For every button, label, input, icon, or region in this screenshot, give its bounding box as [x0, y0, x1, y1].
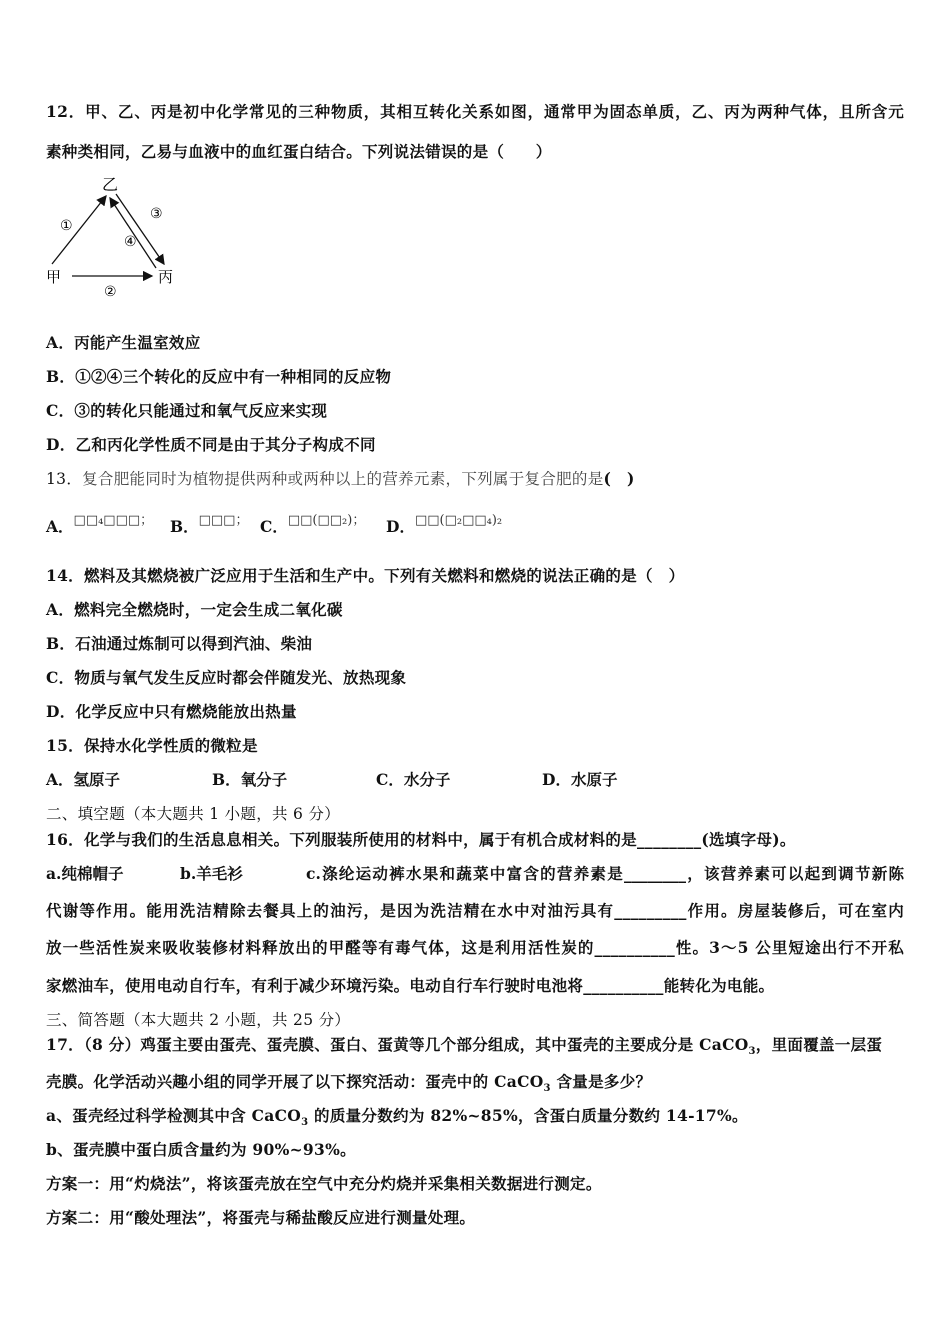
q12-option-d: D．乙和丙化学性质不同是由于其分子构成不同 [46, 435, 376, 454]
q17-line1-pre: 17．（8 分）鸡蛋主要由蛋壳、蛋壳膜、蛋白、蛋黄等几个部分组成，其中蛋壳的主要成分是 CaCO [46, 1035, 749, 1054]
label-1: ① [60, 218, 73, 234]
node-jia: 甲 [46, 268, 62, 286]
q17-line1 [46, 1033, 904, 1057]
q14-option-b: B．石油通过炼制可以得到汽油、柴油 [46, 634, 313, 653]
q17-line2-sub: 3 [543, 1083, 551, 1095]
q16-choice-c-line: c.涤纶运动裤水果和蔬菜中富含的营养素是________，该营养素可以起到调节新陈 [306, 864, 904, 883]
q12-stem-line1: 12．甲、乙、丙是初中化学常见的三种物质，其相互转化关系如图，通常甲为固态单质，乙、丙为两种气体，且所含元 [46, 102, 904, 121]
q15-option-c: C．水分子 [376, 770, 451, 789]
section-2-heading: 二、填空题（本大题共 1 小题，共 6 分） [46, 805, 341, 823]
q12-option-b: B．①②④三个转化的反应中有一种相同的反应物 [46, 367, 392, 386]
q13-option-c [260, 515, 365, 537]
option-formula: □□(□□₂)； [287, 513, 366, 528]
q12-stem-line2: 素种类相同，乙易与血液中的血红蛋白结合。下列说法错误的是（ ） [46, 142, 552, 161]
q14-stem: 14．燃料及其燃烧被广泛应用于生活和生产中。下列有关燃料和燃烧的说法正确的是（ ） [46, 566, 685, 585]
q17-line5: 方案一：用“灼烧法”，将该蛋壳放在空气中充分灼烧并采集相关数据进行测定。 [46, 1174, 602, 1193]
q17-line2 [46, 1070, 651, 1094]
q13-option-b [170, 515, 248, 537]
q17-line1-sub: 3 [748, 1046, 756, 1058]
q15-stem: 15．保持水化学性质的微粒是 [46, 736, 258, 755]
arrow-3 [116, 194, 164, 264]
q16-choice-b: b.羊毛衫 [180, 864, 243, 883]
option-formula: □□₄□□□； [73, 513, 154, 528]
conversion-diagram [40, 172, 200, 302]
q12-option-c: C．③的转化只能通过和氧气反应来实现 [46, 401, 328, 420]
q17-line4: b、蛋壳膜中蛋白质含量约为 90%~93%。 [46, 1140, 356, 1159]
q17-line1-post: ，里面覆盖一层蛋 [755, 1035, 883, 1054]
q15-option-b: B．氧分子 [212, 770, 288, 789]
q16-line5: 家燃油车，使用电动自行车，有利于减少环境污染。电动自行车行驶时电池将__________能转化为电能。 [46, 976, 775, 995]
q16-line1: 16．化学与我们的生活息息相关。下列服装所使用的材料中，属于有机合成材料的是________(选填字母)。 [46, 830, 796, 849]
q17-line3-post: 的质量分数约为 82%~85%，含蛋白质量分数约 14-17%。 [308, 1106, 748, 1125]
option-label: D． [386, 517, 415, 536]
q13-option-d [386, 515, 502, 537]
q12-option-a: A．丙能产生温室效应 [46, 333, 201, 352]
q15-option-a: A．氢原子 [46, 770, 121, 789]
node-bing: 丙 [158, 268, 174, 286]
q13-stem-text: 复合肥能同时为植物提供两种或两种以上的营养元素，下列属于复合肥的是 [82, 470, 604, 488]
q13-option-a [46, 515, 153, 537]
option-formula: □□(□₂□□₄)₂ [414, 513, 503, 528]
q17-line2-pre: 壳膜。化学活动兴趣小组的同学开展了以下探究活动：蛋壳中的 CaCO [46, 1072, 544, 1091]
q17-line6: 方案二：用“酸处理法”，将蛋壳与稀盐酸反应进行测量处理。 [46, 1208, 476, 1227]
option-label: B． [170, 517, 199, 536]
q13-number: 13． [46, 470, 83, 488]
option-formula: □□□； [198, 513, 249, 528]
q14-option-d: D．化学反应中只有燃烧能放出热量 [46, 702, 297, 721]
node-yi: 乙 [102, 175, 119, 194]
q17-line2-post: 含量是多少？ [550, 1072, 652, 1091]
q16-choice-a: a.纯棉帽子 [46, 864, 124, 883]
q17-line3 [46, 1104, 748, 1128]
option-label: C． [260, 517, 288, 536]
q14-option-a: A．燃料完全燃烧时，一定会生成二氧化碳 [46, 600, 343, 619]
option-label: A． [46, 517, 74, 536]
q13-stem [46, 467, 635, 489]
section-3-heading: 三、简答题（本大题共 2 小题，共 25 分） [46, 1011, 351, 1029]
q13-paren: ( ) [603, 469, 635, 488]
label-4: ④ [124, 234, 137, 250]
q15-option-d: D．水原子 [542, 770, 618, 789]
q16-line4: 放一些活性炭来吸收装修材料释放出的甲醛等有毒气体，这是利用活性炭的__________性。3～5 公里短途出行不开私 [46, 938, 904, 957]
label-3: ③ [150, 206, 163, 222]
q16-line3: 代谢等作用。能用洗洁精除去餐具上的油污，是因为洗洁精在水中对油污具有_________作用。房屋装修后，可在室内 [46, 901, 904, 920]
label-2: ② [104, 284, 117, 300]
q14-option-c: C．物质与氧气发生反应时都会伴随发光、放热现象 [46, 668, 407, 687]
q17-line3-pre: a、蛋壳经过科学检测其中含 CaCO [46, 1106, 302, 1125]
q17-line3-sub: 3 [301, 1117, 309, 1129]
